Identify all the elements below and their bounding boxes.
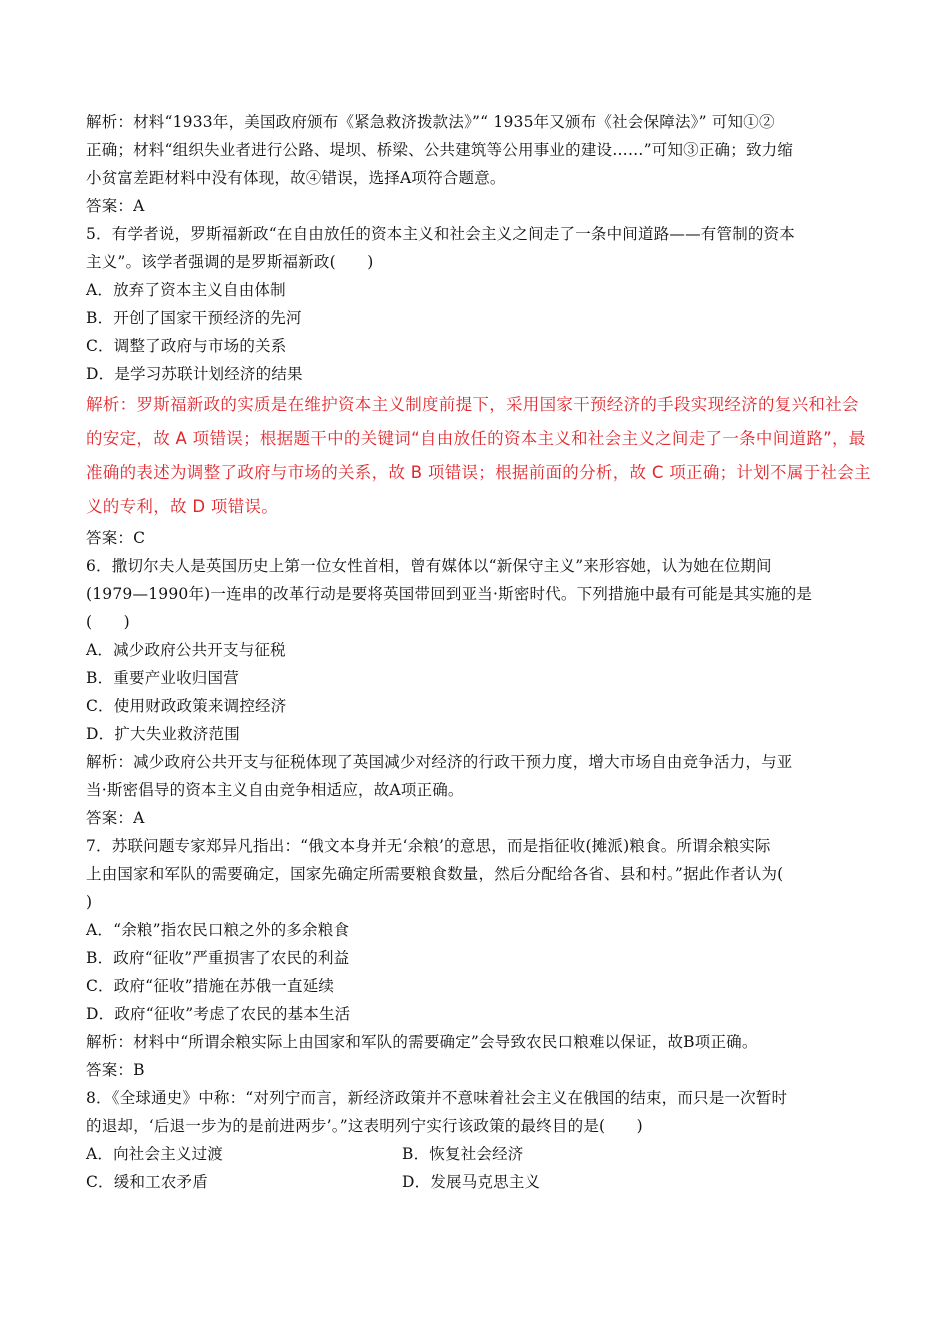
q5-analysis-line: 解析：罗斯福新政的实质是在维护资本主义制度前提下，采用国家干预经济的手段实现经济的复兴和社会 <box>86 395 859 414</box>
q5-option-d: D．是学习苏联计划经济的结果 <box>86 365 303 383</box>
q7-answer: 答案：B <box>86 1061 145 1079</box>
q7-option-a: A．“余粮”指农民口粮之外的多余粮食 <box>86 921 350 939</box>
q6-option-c: C．使用财政政策来调控经济 <box>86 697 287 715</box>
q8-option-a: A．向社会主义过渡 <box>86 1145 223 1163</box>
q8-stem-line: 8．《全球通史》中称：“对列宁而言，新经济政策并不意味着社会主义在俄国的结束，而只是一次暂时 <box>86 1089 788 1107</box>
question-8 <box>86 1084 866 1196</box>
q6-option-a: A．减少政府公共开支与征税 <box>86 641 286 659</box>
question-4-tail <box>86 108 866 220</box>
q6-answer: 答案：A <box>86 809 145 827</box>
q6-stem-line: 6．撒切尔夫人是英国历史上第一位女性首相，曾有媒体以“新保守主义”来形容她，认为她在位期间 <box>86 557 772 575</box>
q6-analysis-line: 当·斯密倡导的资本主义自由竞争相适应，故A项正确。 <box>86 781 464 799</box>
q7-option-c: C．政府“征收”措施在苏俄一直延续 <box>86 977 335 995</box>
q6-option-d: D．扩大失业救济范围 <box>86 725 240 743</box>
question-6 <box>86 552 866 832</box>
q5-analysis-line: 义的专利，故 D 项错误。 <box>86 497 279 516</box>
q7-option-b: B．政府“征收”严重损害了农民的利益 <box>86 949 350 967</box>
q5-analysis-line: 准确的表述为调整了政府与市场的关系，故 B 项错误；根据前面的分析，故 C 项正确；计划不属于社会主 <box>86 463 871 482</box>
question-5 <box>86 220 871 552</box>
question-7 <box>86 832 866 1084</box>
q4-analysis-line: 正确；材料“组织失业者进行公路、堤坝、桥梁、公共建筑等公用事业的建设……”可知③正确；致力缩 <box>86 141 794 159</box>
q7-option-d: D．政府“征收”考虑了农民的基本生活 <box>86 1005 351 1023</box>
q6-stem-line: ( ) <box>86 613 130 631</box>
q5-option-b: B．开创了国家干预经济的先河 <box>86 309 302 327</box>
q5-answer: 答案：C <box>86 529 146 547</box>
q8-options-row <box>86 1168 866 1196</box>
q4-analysis-line: 解析：材料“1933年，美国政府颁布《紧急救济拨款法》”“ 1935年又颁布《社会保障法》” 可知①② <box>86 113 775 131</box>
q8-options-row <box>86 1140 866 1168</box>
q5-option-c: C．调整了政府与市场的关系 <box>86 337 287 355</box>
q5-option-a: A．放弃了资本主义自由体制 <box>86 281 286 299</box>
q7-stem-line: 7．苏联问题专家郑异凡指出：“俄文本身并无‘余粮’的意思，而是指征收(摊派)粮食。所谓余粮实际 <box>86 837 771 855</box>
q8-option-c: C．缓和工农矛盾 <box>86 1173 208 1191</box>
q7-stem-line: 上由国家和军队的需要确定，国家先确定所需要粮食数量，然后分配给各省、县和村。”据此作者认为( <box>86 865 784 883</box>
q8-option-b: B．恢复社会经济 <box>402 1145 524 1163</box>
q8-stem-line: 的退却，‘后退一步为的是前进两步’。”这表明列宁实行该政策的最终目的是( ) <box>86 1117 643 1135</box>
q5-stem-line: 主义”。该学者强调的是罗斯福新政( ) <box>86 253 374 271</box>
q7-analysis-line: 解析：材料中“所谓余粮实际上由国家和军队的需要确定”会导致农民口粮难以保证，故B项正确。 <box>86 1033 758 1051</box>
q5-stem-line: 5．有学者说，罗斯福新政“在自由放任的资本主义和社会主义之间走了一条中间道路——有管制的资本 <box>86 225 795 243</box>
q4-answer: 答案：A <box>86 197 145 215</box>
q8-option-d: D．发展马克思主义 <box>402 1173 541 1191</box>
document-page <box>86 108 871 1196</box>
q7-stem-line: ) <box>86 893 93 911</box>
q6-stem-line: (1979—1990年)一连串的改革行动是要将英国带回到亚当·斯密时代。下列措施中最有可能是其实施的是 <box>86 585 813 603</box>
q5-analysis-line: 的安定，故 A 项错误；根据题干中的关键词“自由放任的资本主义和社会主义之间走了一条中间道路”，最 <box>86 429 866 448</box>
q6-option-b: B．重要产业收归国营 <box>86 669 239 687</box>
q4-analysis-line: 小贫富差距材料中没有体现，故④错误，选择A项符合题意。 <box>86 169 506 187</box>
q6-analysis-line: 解析：减少政府公共开支与征税体现了英国减少对经济的行政干预力度，增大市场自由竞争活力，与亚 <box>86 753 793 771</box>
